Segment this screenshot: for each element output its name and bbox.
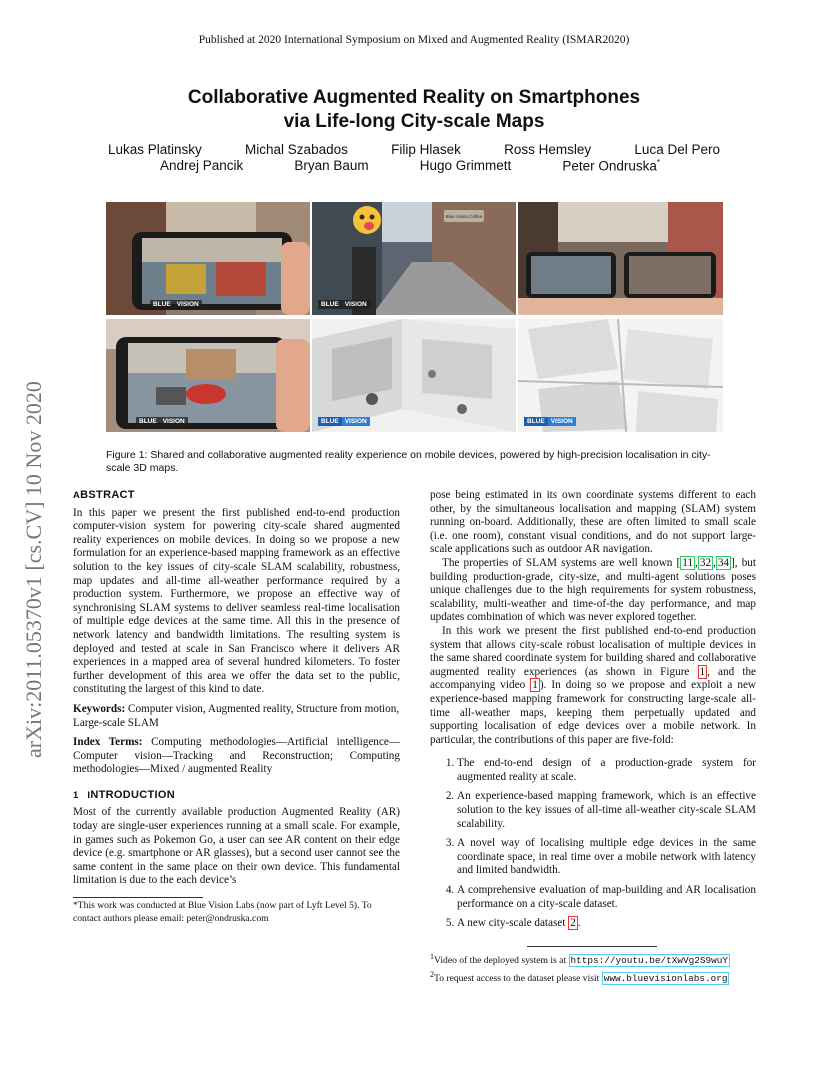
intro-paragraph-3: In this work we present the first published end-to-end production system that allows city-scale robust localisation of multiple devices in the same shared coordinate system for building shared and collaborative augmented reality experiences (as shown in Figure 1 , and the accompanying video 1 ). In doing so we propose and exploit a new experience-based mapping framework for constructing large-scale all-time all-weather maps, keeping them perpetually updated and supporting localisation of edge devices over a mobile network. In particular, the contributions of this paper are five-fold: — [430, 624, 756, 746]
list-item: 3. A novel way of localising multiple edge devices in the same coordinate space, in real time over a mobile network with latency and limited bandwidth. — [457, 837, 756, 878]
figure-panel-3d-map-oblique — [312, 319, 516, 432]
footnotes — [430, 950, 770, 986]
author-footnote: *This work was conducted at Blue Vision Labs (now part of Lyft Level 5). To contact authors please email: peter@ondruska.com — [73, 900, 372, 924]
figure-panel-3d-map-topdown — [518, 319, 723, 432]
figure-panel-phone-car — [106, 319, 310, 432]
figure-panel-two-phones — [518, 202, 723, 315]
intro-paragraph-1-continued: pose being estimated in its own coordinate systems different to each other, by the simultaneous localisation and mapping (SLAM) system running on-board. Additionally, these are often limited to small scale (i.e. one room), constant visual conditions, and do not support large-scale applications such as outdoor AR navigation. — [430, 489, 756, 556]
list-item: 5. A new city-scale dataset 2 . — [457, 917, 756, 931]
footnote-reference-link[interactable]: 2 — [570, 917, 576, 930]
citation-link[interactable]: 34 — [717, 556, 730, 569]
intro-paragraph-1: Most of the currently available production Augmented Reality (AR) today are single-user experiences running at a small scale. For example, in games such as Pokemon Go, a user can see AR content on their edge device (e.g. smartphone or AR glasses), but a second user cannot see the same content in the same place on their own device. This fundamental limitation is due to the each device’s — [73, 806, 400, 887]
figure-1-caption: Figure 1: Shared and collaborative augmented reality experience on mobile devices, powered by high-precision localisation in city-scale 3D maps. — [106, 449, 711, 474]
footnote-2: $^2$To request access to the dataset please visit www.bluevisionlabs.org — [430, 970, 728, 985]
arxiv-identifier: arXiv:2011.05370v1 [cs.CV] 10 Nov 2020 — [21, 381, 46, 758]
citation-link[interactable]: 32 — [699, 556, 712, 569]
figure-1-image-grid — [106, 202, 723, 432]
figure-panel-phone-street — [106, 202, 310, 315]
author-name: Peter Ondruska* — [562, 158, 660, 174]
title-line-2: via Life-long City-scale Maps — [283, 111, 545, 132]
running-header: Published at 2020 International Symposium on Mixed and Augmented Reality (ISMAR2020) — [198, 34, 630, 46]
title-line-1: Collaborative Augmented Reality on Smartphones — [187, 87, 641, 108]
abstract-text: In this paper we present the first published end-to-end production computer-vision system for powering city-scale shared augmented reality experiences on mobile devices. In doing so we propose a new formulation for an experience-based mapping framework as an effective solution to the key issues of city-scale SLAM scalability, robustness, map updates and all-time all-weather performance required by a production system. Furthermore, we propose an effective way of synchronising SLAM systems to deliver seamless real-time localisation of multiple edge devices at the same time. All this in the presence of network latency and bandwidth limitations. The resulting system is deployed and tested at scale in San Francisco where it delivers AR experiences in a mapped area of several hundred kilometers. To foster further development of this area we offer the data set to the public, constituting the largest of this kind to date. — [73, 506, 400, 696]
right-column — [430, 489, 756, 937]
author-list-row-1 — [108, 142, 720, 157]
contributions-list — [430, 757, 756, 931]
keywords: Keywords: Computer vision, Augmented reality, Structure from motion, Large-scale SLAM — [73, 702, 400, 729]
abstract-heading: ABSTRACT — [73, 489, 135, 501]
dataset-url-link[interactable]: www.bluevisionlabs.org — [603, 973, 728, 985]
list-item: 4. A comprehensive evaluation of map-building and AR localisation performance on a city-scale dataset. — [457, 884, 756, 911]
citation-link[interactable]: 11 — [682, 556, 694, 569]
index-terms: Index Terms: Computing methodologies—Artificial intelligence—Computer vision—Tracking and Reconstruction; Computing methodologies—Mixed / augmented Reality — [73, 736, 401, 776]
video-url-link[interactable]: https://youtu.be/tXwVg2S9wuY — [570, 955, 729, 967]
intro-paragraph-2: The properties of SLAM systems are well known [ 11 , 32 , 34 ], but building production-grade, city-size, and multi-agent solutions poses unique challenges due to the high requirements for system robustness, scalability, multi-weather and time-of-the day performance, and map updates combination of which was never explored together. — [430, 556, 756, 624]
author-name: Lukas Platinsky — [108, 142, 202, 157]
footnote-rule — [73, 897, 203, 898]
footnote-1: $^1$Video of the deployed system is at https://youtu.be/tXwVg2S9wuY — [430, 952, 729, 967]
author-name: Ross Hemsley — [504, 142, 592, 157]
author-list-row-2 — [160, 158, 660, 174]
left-column — [73, 489, 400, 888]
paper-title — [120, 86, 708, 134]
author-name: Bryan Baum — [294, 158, 369, 173]
footnote-rule — [527, 946, 657, 947]
blue-vision-badge: BLUE VISION — [524, 417, 576, 426]
introduction-heading: 1 INTRODUCTION — [73, 788, 175, 801]
blue-vision-badge: BLUE VISION — [318, 417, 370, 426]
list-item: 1. The end-to-end design of a production-grade system for augmented reality at scale. — [457, 757, 756, 784]
author-footnote-mark: * — [656, 158, 660, 167]
author-name: Andrej Pancik — [160, 158, 244, 173]
author-name: Luca Del Pero — [634, 142, 720, 157]
author-name: Hugo Grimmett — [419, 158, 512, 173]
list-item: 2. An experience-based mapping framework, which is an effective solution to the key issues of all-time all-weather city-scale SLAM scalability. — [457, 790, 756, 831]
author-name: Michal Szabados — [245, 142, 348, 157]
blue-vision-badge: BLUE VISION — [318, 300, 370, 309]
figure-panel-ar-emoji-street — [312, 202, 516, 315]
author-name: Filip Hlasek — [391, 142, 461, 157]
footnote-reference-link[interactable]: 1 — [532, 679, 538, 692]
figure-reference-link[interactable]: 1 — [699, 665, 706, 678]
blue-vision-badge: BLUE VISION — [136, 417, 188, 426]
ar-sign-label: Blue Vision Coffee — [445, 214, 483, 219]
arxiv-identifier-stamp — [18, 280, 48, 760]
blue-vision-badge: BLUE VISION — [150, 300, 202, 309]
